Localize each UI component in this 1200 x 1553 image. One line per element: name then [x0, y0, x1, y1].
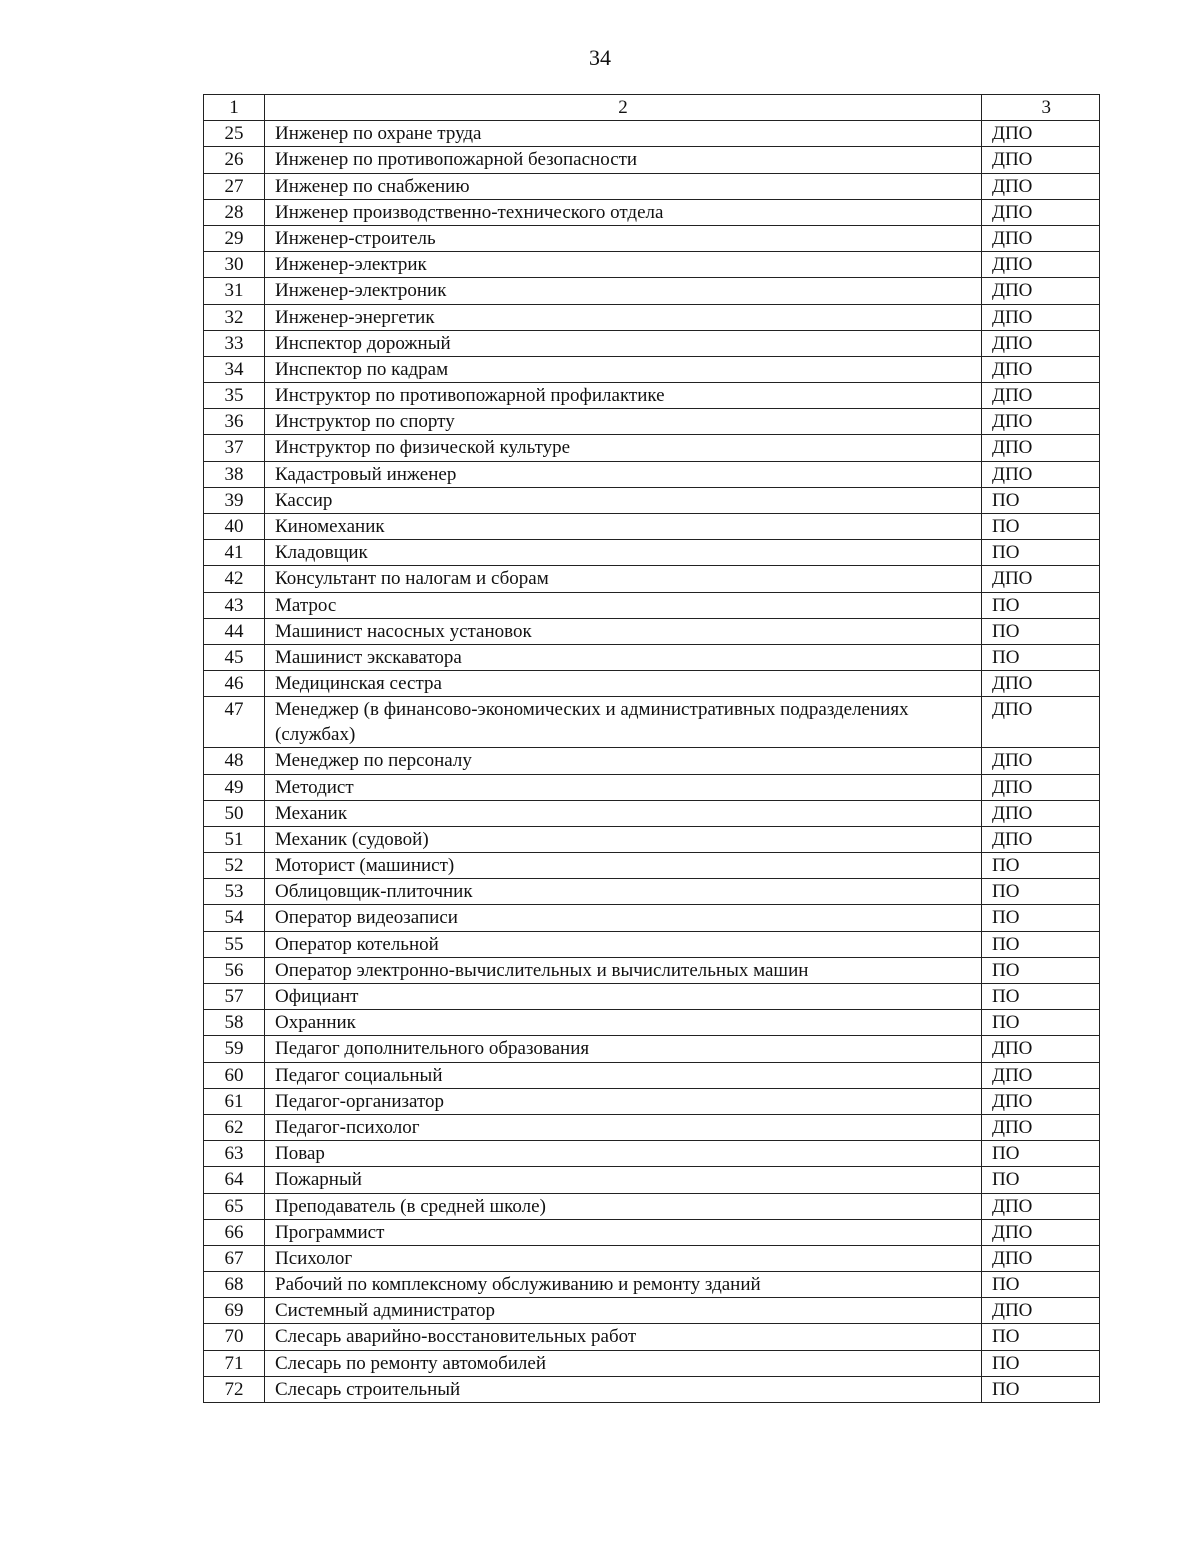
row-number: 44 [204, 618, 265, 644]
education-type: ДПО [982, 121, 1100, 147]
education-type: ДПО [982, 461, 1100, 487]
profession-name: Матрос [265, 592, 982, 618]
row-number: 72 [204, 1376, 265, 1402]
table-row [204, 540, 1100, 566]
profession-name: Инженер по снабжению [265, 173, 982, 199]
profession-name: Инструктор по физической культуре [265, 435, 982, 461]
professions-table [203, 94, 1100, 1403]
profession-name: Кладовщик [265, 540, 982, 566]
table-row [204, 147, 1100, 173]
profession-name: Охранник [265, 1010, 982, 1036]
profession-name: Официант [265, 984, 982, 1010]
row-number: 64 [204, 1167, 265, 1193]
education-type: ДПО [982, 1193, 1100, 1219]
education-type: ДПО [982, 800, 1100, 826]
profession-name: Оператор электронно-вычислительных и вычислительных машин [265, 957, 982, 983]
row-number: 56 [204, 957, 265, 983]
profession-name: Инженер-электроник [265, 278, 982, 304]
education-type: ДПО [982, 147, 1100, 173]
table-row [204, 957, 1100, 983]
table-row [204, 461, 1100, 487]
profession-name: Инженер-строитель [265, 225, 982, 251]
profession-name: Педагог дополнительного образования [265, 1036, 982, 1062]
education-type: ПО [982, 1272, 1100, 1298]
table-header-row [204, 95, 1100, 121]
education-type: ДПО [982, 566, 1100, 592]
header-col-1: 1 [204, 95, 265, 121]
profession-name: Слесарь строительный [265, 1376, 982, 1402]
row-number: 71 [204, 1350, 265, 1376]
table-row [204, 931, 1100, 957]
education-type: ДПО [982, 173, 1100, 199]
education-type: ДПО [982, 1245, 1100, 1271]
profession-name: Инспектор по кадрам [265, 356, 982, 382]
education-type: ПО [982, 618, 1100, 644]
row-number: 55 [204, 931, 265, 957]
row-number: 43 [204, 592, 265, 618]
row-number: 27 [204, 173, 265, 199]
profession-name: Системный администратор [265, 1298, 982, 1324]
education-type: ДПО [982, 671, 1100, 697]
table-row [204, 1298, 1100, 1324]
profession-name: Оператор видеозаписи [265, 905, 982, 931]
table-row [204, 173, 1100, 199]
row-number: 51 [204, 826, 265, 852]
table-row [204, 252, 1100, 278]
profession-name: Инженер по противопожарной безопасности [265, 147, 982, 173]
profession-name: Оператор котельной [265, 931, 982, 957]
profession-name: Инженер-электрик [265, 252, 982, 278]
table-row [204, 1219, 1100, 1245]
table-row [204, 1167, 1100, 1193]
profession-name: Педагог социальный [265, 1062, 982, 1088]
table-row [204, 697, 1100, 748]
row-number: 70 [204, 1324, 265, 1350]
education-type: ПО [982, 540, 1100, 566]
row-number: 28 [204, 199, 265, 225]
profession-name: Слесарь по ремонту автомобилей [265, 1350, 982, 1376]
table-row [204, 1324, 1100, 1350]
table-row [204, 1114, 1100, 1140]
row-number: 47 [204, 697, 265, 748]
education-type: ДПО [982, 748, 1100, 774]
profession-name: Машинист насосных установок [265, 618, 982, 644]
table-row [204, 1062, 1100, 1088]
profession-name: Механик [265, 800, 982, 826]
education-type: ДПО [982, 1219, 1100, 1245]
table-row [204, 984, 1100, 1010]
row-number: 41 [204, 540, 265, 566]
table-row [204, 121, 1100, 147]
row-number: 38 [204, 461, 265, 487]
education-type: ДПО [982, 1036, 1100, 1062]
row-number: 25 [204, 121, 265, 147]
profession-name: Инженер-энергетик [265, 304, 982, 330]
row-number: 31 [204, 278, 265, 304]
row-number: 26 [204, 147, 265, 173]
education-type: ПО [982, 957, 1100, 983]
row-number: 49 [204, 774, 265, 800]
row-number: 36 [204, 409, 265, 435]
row-number: 37 [204, 435, 265, 461]
profession-name: Педагог-психолог [265, 1114, 982, 1140]
row-number: 69 [204, 1298, 265, 1324]
table-row [204, 1036, 1100, 1062]
row-number: 33 [204, 330, 265, 356]
table-row [204, 435, 1100, 461]
table-row [204, 304, 1100, 330]
education-type: ПО [982, 1010, 1100, 1036]
education-type: ДПО [982, 1298, 1100, 1324]
profession-name: Методист [265, 774, 982, 800]
table-body [204, 95, 1100, 1403]
profession-name: Преподаватель (в средней школе) [265, 1193, 982, 1219]
row-number: 48 [204, 748, 265, 774]
education-type: ДПО [982, 304, 1100, 330]
table-row [204, 1141, 1100, 1167]
education-type: ПО [982, 1141, 1100, 1167]
table-row [204, 853, 1100, 879]
education-type: ДПО [982, 697, 1100, 748]
row-number: 45 [204, 644, 265, 670]
education-type: ПО [982, 1324, 1100, 1350]
table-row [204, 1350, 1100, 1376]
table-row [204, 1272, 1100, 1298]
row-number: 30 [204, 252, 265, 278]
education-type: ДПО [982, 199, 1100, 225]
row-number: 57 [204, 984, 265, 1010]
table-row [204, 1245, 1100, 1271]
page-number: 34 [589, 45, 611, 70]
row-number: 58 [204, 1010, 265, 1036]
row-number: 52 [204, 853, 265, 879]
profession-name: Инструктор по противопожарной профилактике [265, 383, 982, 409]
education-type: ПО [982, 853, 1100, 879]
row-number: 29 [204, 225, 265, 251]
profession-name: Слесарь аварийно-восстановительных работ [265, 1324, 982, 1350]
profession-name: Машинист экскаватора [265, 644, 982, 670]
row-number: 50 [204, 800, 265, 826]
row-number: 60 [204, 1062, 265, 1088]
profession-name: Менеджер по персоналу [265, 748, 982, 774]
profession-name: Кассир [265, 487, 982, 513]
row-number: 65 [204, 1193, 265, 1219]
row-number: 67 [204, 1245, 265, 1271]
education-type: ДПО [982, 278, 1100, 304]
education-type: ДПО [982, 774, 1100, 800]
row-number: 68 [204, 1272, 265, 1298]
table-row [204, 592, 1100, 618]
table-row [204, 826, 1100, 852]
education-type: ДПО [982, 1088, 1100, 1114]
header-col-2: 2 [265, 95, 982, 121]
table-row [204, 748, 1100, 774]
education-type: ПО [982, 514, 1100, 540]
row-number: 59 [204, 1036, 265, 1062]
profession-name: Психолог [265, 1245, 982, 1271]
education-type: ДПО [982, 330, 1100, 356]
profession-name: Педагог-организатор [265, 1088, 982, 1114]
education-type: ПО [982, 644, 1100, 670]
table-row [204, 199, 1100, 225]
table-row [204, 1376, 1100, 1402]
profession-name: Инспектор дорожный [265, 330, 982, 356]
profession-name: Менеджер (в финансово-экономических и административных подразделениях (службах) [265, 697, 982, 748]
row-number: 54 [204, 905, 265, 931]
row-number: 42 [204, 566, 265, 592]
education-type: ПО [982, 905, 1100, 931]
row-number: 35 [204, 383, 265, 409]
profession-name: Программист [265, 1219, 982, 1245]
row-number: 63 [204, 1141, 265, 1167]
table-row [204, 1088, 1100, 1114]
row-number: 40 [204, 514, 265, 540]
table-row [204, 383, 1100, 409]
education-type: ПО [982, 931, 1100, 957]
table-row [204, 644, 1100, 670]
row-number: 66 [204, 1219, 265, 1245]
education-type: ДПО [982, 409, 1100, 435]
table-row [204, 800, 1100, 826]
education-type: ПО [982, 592, 1100, 618]
table-row [204, 514, 1100, 540]
table-row [204, 879, 1100, 905]
education-type: ПО [982, 1376, 1100, 1402]
table-row [204, 330, 1100, 356]
table-row [204, 618, 1100, 644]
table-row [204, 905, 1100, 931]
row-number: 62 [204, 1114, 265, 1140]
table-row [204, 566, 1100, 592]
table-row [204, 487, 1100, 513]
profession-name: Моторист (машинист) [265, 853, 982, 879]
header-col-3: 3 [982, 95, 1100, 121]
profession-name: Инженер по охране труда [265, 121, 982, 147]
education-type: ДПО [982, 435, 1100, 461]
education-type: ПО [982, 1350, 1100, 1376]
education-type: ДПО [982, 356, 1100, 382]
table-row [204, 225, 1100, 251]
profession-name: Пожарный [265, 1167, 982, 1193]
education-type: ПО [982, 879, 1100, 905]
row-number: 34 [204, 356, 265, 382]
table-row [204, 409, 1100, 435]
row-number: 61 [204, 1088, 265, 1114]
education-type: ПО [982, 487, 1100, 513]
education-type: ДПО [982, 252, 1100, 278]
profession-name: Повар [265, 1141, 982, 1167]
table-row [204, 1193, 1100, 1219]
row-number: 32 [204, 304, 265, 330]
table-row [204, 278, 1100, 304]
education-type: ДПО [982, 826, 1100, 852]
education-type: ДПО [982, 383, 1100, 409]
profession-name: Киномеханик [265, 514, 982, 540]
profession-name: Облицовщик-плиточник [265, 879, 982, 905]
table-row [204, 1010, 1100, 1036]
education-type: ДПО [982, 1062, 1100, 1088]
education-type: ПО [982, 1167, 1100, 1193]
education-type: ДПО [982, 225, 1100, 251]
profession-name: Механик (судовой) [265, 826, 982, 852]
table-row [204, 356, 1100, 382]
profession-name: Рабочий по комплексному обслуживанию и ремонту зданий [265, 1272, 982, 1298]
education-type: ПО [982, 984, 1100, 1010]
education-type: ДПО [982, 1114, 1100, 1140]
row-number: 39 [204, 487, 265, 513]
profession-name: Консультант по налогам и сборам [265, 566, 982, 592]
profession-name: Медицинская сестра [265, 671, 982, 697]
table-row [204, 774, 1100, 800]
profession-name: Кадастровый инженер [265, 461, 982, 487]
row-number: 53 [204, 879, 265, 905]
profession-name: Инженер производственно-технического отдела [265, 199, 982, 225]
table-row [204, 671, 1100, 697]
profession-name: Инструктор по спорту [265, 409, 982, 435]
row-number: 46 [204, 671, 265, 697]
